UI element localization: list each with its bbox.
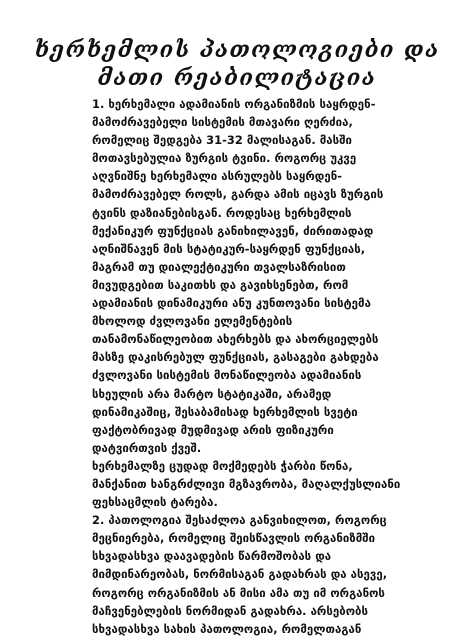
body-line: მექანიკურ ფუნქციას განიხილავენ, ძირითადად [92, 223, 374, 238]
body-line: დატვირთვის ქვეშ. [92, 440, 202, 455]
body-line: სხვადასხვა დაავადების წარმოშობას და [92, 549, 332, 564]
body-line: ტვინს დაზიანებისგან. როდესაც ხერხემლის [92, 205, 352, 220]
body-line: მოთავსებულია ზურგის ტვინი. როგორც უკვე [92, 151, 357, 166]
body-line: როგორც ორგანიზმის ან მისი ამა თუ იმ ორგანოს [92, 585, 385, 600]
body-line: თანამონაწილეობით ახერხებს და ახორციელებს [92, 332, 379, 347]
body-line: მეცნიერება, რომელიც შეისწავლის ორგანიზმში [92, 531, 376, 546]
body-line: მაგრამ თუ დიალექტიკური თვალსაზრისით [92, 259, 346, 274]
body-line: სხვადასხვა სახის პათოლოგია, რომელთაგან [92, 621, 362, 636]
body-line: 2. პათოლოგია შესაძლოა განვიხილოთ, როგორც [92, 513, 387, 528]
body-line: დინამიკაშიც, შესაბამისად ხერხემლის სვეტი [92, 404, 358, 419]
body-line: ფაქტობრივად მუდმივად არის ფიზიკური [92, 422, 334, 437]
title-line-1: ხერხემლის პათოლოგიები და [34, 37, 440, 63]
document-title [0, 36, 474, 92]
body-line: მანქანით ხანგრძლივი მგზავრობა, მაღალქუსლიანი [92, 476, 401, 491]
body-line: ადამიანის დინამიკური ანუ კუნთოვანი სისტემა [92, 296, 371, 311]
body-line: 1. ხერხემალი ადამიანის ორგანიზმის საყრდენ- [92, 97, 376, 111]
body-line: აღვნიშნე ხერხემალი ასრულებს საყრდენ- [92, 169, 343, 184]
body-line: მამოძრავებელი სისტემის მთავარი ღერძია, [92, 115, 353, 130]
body-line: მაჩვენებლების ნორმიდან გადახრა. არსებობს [92, 603, 369, 618]
body-line: მხოლოდ ძვლოვანი ელემენტების [92, 314, 293, 329]
body-line: რომელიც შედგება 31-32 მალისაგან. მასში [92, 133, 353, 148]
body-line: მიმდინარეობას, ნორმისაგან გადახრას და ასევე, [92, 567, 388, 582]
body-line: სხეულის არა მარტო სტატიკაში, არამედ [92, 386, 332, 401]
document-body [92, 95, 412, 638]
body-line: მამოძრავებელ როლს, გარდა ამის იცავს ზურგის [92, 187, 384, 202]
body-line: მივუდგებით საკითხს და გავიხსენებთ, რომ [92, 277, 349, 292]
title-line-2: მათი რეაბილიტაცია [97, 65, 377, 91]
body-line: აღნიშნავენ მის სტატიკურ-საყრდენ ფუნქციას, [92, 241, 366, 256]
body-line: ხერხემალზე ცუდად მოქმედებს ჭარბი წონა, [92, 458, 353, 473]
body-line: ფეხსაცმლის ტარება. [92, 495, 218, 510]
body-line: მასზე დაკისრებულ ფუნქციას, გასაგები გახდება [92, 350, 379, 365]
body-line: ძვლოვანი სისტემის მონაწილეობა ადამიანის [92, 368, 362, 383]
